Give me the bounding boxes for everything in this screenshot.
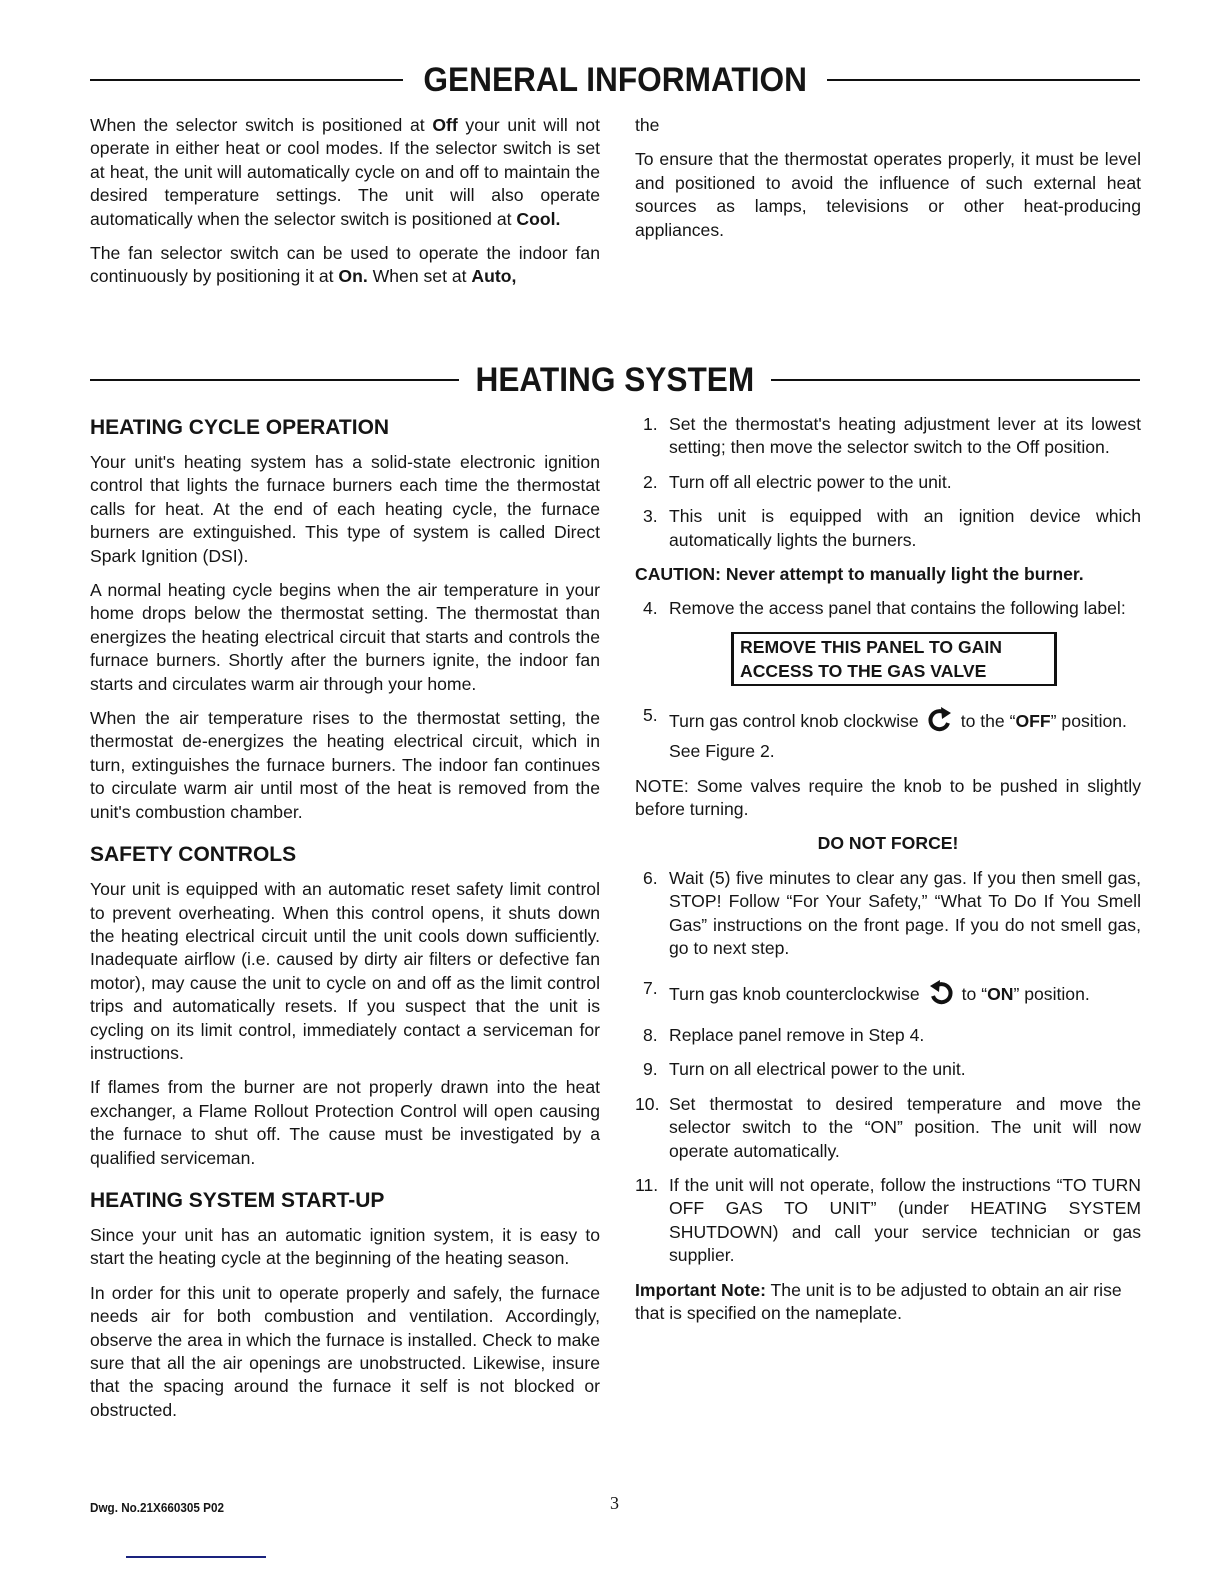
bold-text: ON <box>987 983 1014 1004</box>
step-text: Turn on all electrical power to the unit. <box>669 1059 966 1080</box>
text: When set at <box>367 266 472 287</box>
step-text: Turn off all electric power to the unit. <box>669 471 952 492</box>
divider <box>126 1556 266 1558</box>
step-text: Replace panel remove in Step 4. <box>669 1024 925 1045</box>
bold-text: Off <box>432 115 458 135</box>
step-text: ” position. <box>1013 983 1090 1004</box>
step-4 <box>635 597 1141 620</box>
counterclockwise-arrow-icon <box>928 977 954 1013</box>
step-number: 2. <box>643 471 658 492</box>
divider <box>90 379 459 381</box>
bold-text: Auto, <box>471 266 517 287</box>
step-2 <box>635 471 1141 494</box>
step-text: Set thermostat to desired temperature and move the selector switch to the “ON” position. The unit will now operate automatically. <box>669 1093 1141 1161</box>
paragraph: Your unit is equipped with an automatic reset safety limit control to prevent overheating. When this control opens, it shuts down the heating electrical circuit until the unit cools down sufficiently. Inadequate airflow (i.e. caused by dirty air filters or defective fan motor), may cause the unit to cycle on and off as the limit control trips and automatically resets. If you suspect that the unit is cycling on its limit control, immediately contact a serviceman for instructions. <box>90 879 600 1063</box>
page-number: 3 <box>610 1493 619 1513</box>
step-10 <box>635 1093 1141 1163</box>
drawing-number: Dwg. No.21X660305 P02 <box>90 1500 224 1515</box>
divider <box>90 79 403 81</box>
important-text: The unit is to be adjusted to obtain an air rise that is specified on the nameplate. <box>635 1279 1122 1323</box>
step-number: 3. <box>643 506 658 527</box>
paragraph: A normal heating cycle begins when the air temperature in your home drops below the thermostat setting. The thermostat than energizes the heating electrical circuit that starts and controls the furnace burners. Shortly after the burners ignite, the indoor fan starts and circulates warm air through your home. <box>90 580 600 694</box>
general-information-banner <box>90 60 1140 100</box>
paragraph: To ensure that the thermostat operates properly, it must be level and positioned to avoid the influence of such external heat sources as lamps, televisions or other heat-producing appliances. <box>635 149 1141 240</box>
step-9 <box>635 1058 1141 1081</box>
paragraph: Since your unit has an automatic ignition system, it is easy to start the heating cycle at the beginning of the heating season. <box>90 1224 600 1269</box>
important-note <box>635 1279 1141 1326</box>
step-text: to the “ <box>960 710 1016 731</box>
paragraph: If flames from the burner are not properly drawn into the heat exchanger, a Flame Rollout Protection Control will open causing the furnace to shut off. The cause must be investigated by a qualified serviceman. <box>90 1077 600 1168</box>
section-title: GENERAL INFORMATION <box>423 61 807 99</box>
paragraph: Your unit's heating system has a solid-state electronic ignition control that lights the furnace burners each time the thermostat calls for heat. At the end of each heating cycle, the furnace burners are extinguished. This type of system is called Direct Spark Ignition (DSI). <box>90 452 600 566</box>
step-text: Remove the access panel that contains the following label: <box>669 598 1126 619</box>
heating-cycle-heading: HEATING CYCLE OPERATION <box>90 416 390 439</box>
caution-text: CAUTION: Never attempt to manually light the burner. <box>635 564 1084 585</box>
do-not-force: DO NOT FORCE! <box>817 833 959 854</box>
bold-text: On. <box>338 266 368 287</box>
paragraph: In order for this unit to operate properly and safely, the furnace needs air for both combustion and ventilation. Accordingly, observe the area in which the furnace is installed. Check to make sure that all the air openings are unobstructed. Likewise, insure that the spacing around the furnace it self is not blocked or obstructed. <box>90 1282 600 1420</box>
paragraph <box>90 114 600 231</box>
clockwise-arrow-icon <box>927 704 953 740</box>
text: your unit will not operate in either heat or cool modes. If the selector switch is set at heat, the unit will automatically cycle on and off to maintain the desired temperature settings. The unit will also operate automatically when the selector switch is positioned at <box>90 115 600 229</box>
heating-left-column <box>90 415 600 1433</box>
divider <box>827 79 1140 81</box>
step-number: 4. <box>643 598 658 619</box>
step-text: Wait (5) five minutes to clear any gas. If you then smell gas, STOP! Follow “For Your Safety,” “What To Do If You Smell Gas” instructions on the front page. If you do not smell gas, go to next step. <box>669 867 1141 959</box>
heating-right-column <box>635 413 1141 1336</box>
heating-system-banner <box>90 360 1140 400</box>
step-number: 9. <box>643 1059 658 1080</box>
step-number: 7. <box>643 977 658 998</box>
step-text: Turn gas control knob clockwise <box>669 710 919 731</box>
step-8 <box>635 1024 1141 1047</box>
bold-text: Cool. <box>516 208 561 229</box>
step-7 <box>635 977 1141 1013</box>
paragraph: When the air temperature rises to the thermostat setting, the thermostat de-energizes the heating electrical circuit, which in turn, extinguishes the furnace burners. The indoor fan continues to circulate warm air until most of the heat is removed from the unit's combustion chamber. <box>90 708 600 822</box>
step-number: 11. <box>635 1174 659 1195</box>
step-text: If the unit will not operate, follow the instructions “TO TURN OFF GAS TO UNIT” (under HEATING SYSTEM SHUTDOWN) and call your service technician or gas supplier. <box>669 1174 1141 1266</box>
text: The fan selector switch can be used to operate the indoor fan continuously by positioning it at <box>90 243 600 287</box>
panel-label-line: ACCESS TO THE GAS VALVE <box>740 660 987 681</box>
paragraph <box>90 242 600 289</box>
divider <box>771 379 1140 381</box>
section-title: HEATING SYSTEM <box>475 361 755 399</box>
startup-heading: HEATING SYSTEM START-UP <box>90 1188 385 1212</box>
step-text: ” position. See Figure 2. <box>669 710 1127 762</box>
general-right-column <box>635 114 1141 253</box>
step-number: 8. <box>643 1024 658 1045</box>
step-text: Turn gas knob counterclockwise <box>669 983 920 1004</box>
step-6 <box>635 867 1141 961</box>
general-left-column <box>90 114 600 300</box>
text: When the selector switch is positioned at <box>90 115 433 135</box>
paragraph: the <box>635 115 660 135</box>
step-number: 5. <box>643 704 658 725</box>
step-number: 6. <box>643 867 658 888</box>
panel-label-line: REMOVE THIS PANEL TO GAIN <box>740 636 1002 657</box>
step-text: Set the thermostat's heating adjustment lever at its lowest setting; then move the selector switch to the Off position. <box>669 414 1141 458</box>
step-text: to “ <box>961 983 988 1004</box>
important-label: Important Note: <box>635 1279 766 1300</box>
step-number: 10. <box>635 1093 660 1114</box>
step-1 <box>635 413 1141 460</box>
bold-text: OFF <box>1015 710 1051 731</box>
step-text: This unit is equipped with an ignition device which automatically lights the burners. <box>669 506 1141 550</box>
step-number: 1. <box>643 414 658 434</box>
step-5 <box>635 704 1141 764</box>
note-text: NOTE: Some valves require the knob to be pushed in slightly before turning. <box>635 775 1141 820</box>
safety-controls-heading: SAFETY CONTROLS <box>90 843 297 867</box>
panel-label-box <box>731 632 1057 686</box>
step-3 <box>635 505 1141 552</box>
step-11 <box>635 1174 1141 1268</box>
